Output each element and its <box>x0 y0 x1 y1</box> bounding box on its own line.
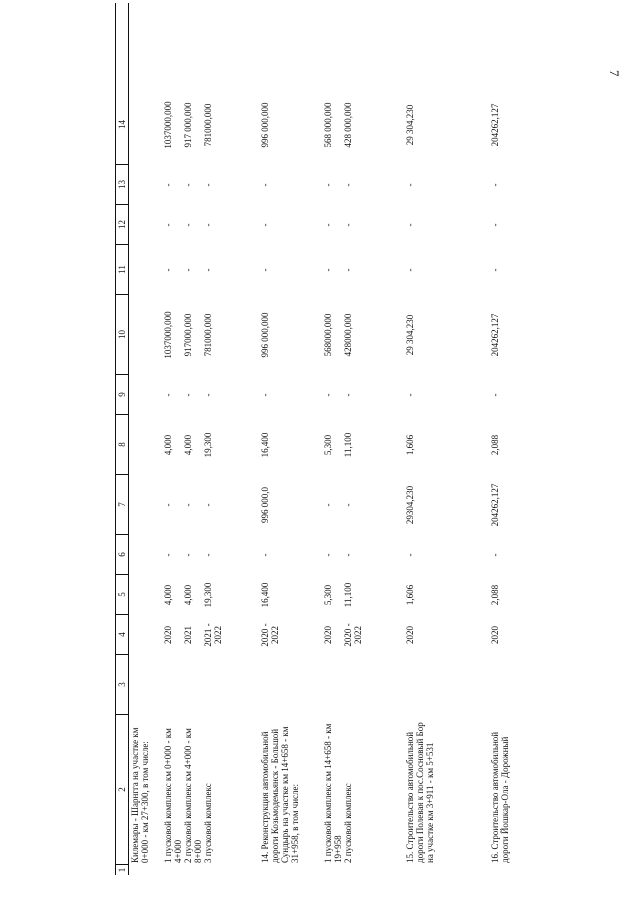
cell-c7: - <box>203 503 213 507</box>
column-header: 4 <box>116 615 128 655</box>
cell-c2: 15. Строительство автомобильной дороги Полевая к пос.Сосновый Бор на участке км 3+911 - км 5+531 <box>405 722 435 863</box>
cell-c7: - <box>343 503 353 507</box>
cell-c8: 19,300 <box>203 432 213 458</box>
cell-c5: 2,088 <box>490 584 500 606</box>
column-header: 1 <box>117 867 127 873</box>
cell-c5: 4,000 <box>183 584 193 606</box>
cell-c13: - <box>163 183 173 187</box>
cell-c4: 2020 <box>163 626 173 644</box>
cell-c7: 29304,230 <box>405 485 415 525</box>
column-header: 3 <box>116 655 128 715</box>
cell-c12: - <box>490 223 500 227</box>
cell-c10: 917000,000 <box>183 313 193 357</box>
cell-c8: 5,300 <box>323 434 333 456</box>
cell-c11: - <box>163 268 173 272</box>
cell-c9: - <box>323 393 333 397</box>
cell-c14: 428 000,000 <box>343 102 353 148</box>
cell-c12: - <box>405 223 415 227</box>
cell-c2: 16. Строительство автомобильной дороги Йошкар-Ола - Дорожный <box>490 731 510 863</box>
column-header: 7 <box>116 475 128 535</box>
cell-c8: 4,000 <box>183 434 193 456</box>
cell-c5: 11,100 <box>343 582 353 608</box>
column-header: 10 <box>116 295 128 375</box>
cell-c11: - <box>203 268 213 272</box>
cell-c6: - <box>163 553 173 557</box>
cell-c4: 2021 - 2022 <box>203 623 223 647</box>
cell-c4: 2021 <box>183 626 193 644</box>
cell-c11: - <box>343 268 353 272</box>
cell-c14: 29 304,230 <box>405 104 415 146</box>
cell-c10: 568000,000 <box>323 313 333 357</box>
cell-c13: - <box>323 183 333 187</box>
page-number: 7 <box>607 70 622 77</box>
cell-c11: - <box>405 268 415 272</box>
column-header: 13 <box>116 165 128 205</box>
cell-c6: - <box>260 553 270 557</box>
cell-c13: - <box>203 183 213 187</box>
cell-c7: 996 000,0 <box>260 487 270 523</box>
cell-c4: 2020 <box>323 626 333 644</box>
cell-c2: 14. Реконструкция автомобильной дороги Козьмодемьянск - Большой Сундырь на участке км 14+658 - км 31+958, в том числе: <box>260 726 300 863</box>
cell-c4: 2020 - 2022 <box>343 623 363 647</box>
cell-c7: - <box>183 503 193 507</box>
cell-c5: 1,606 <box>405 584 415 606</box>
cell-c6: - <box>490 553 500 557</box>
column-header: 5 <box>116 575 128 615</box>
cell-c13: - <box>260 183 270 187</box>
cell-c6: - <box>183 553 193 557</box>
cell-c9: - <box>260 393 270 397</box>
cell-c9: - <box>203 393 213 397</box>
cell-c12: - <box>203 223 213 227</box>
cell-c9: - <box>183 393 193 397</box>
cell-c5: 4,000 <box>163 584 173 606</box>
column-header: 14 <box>116 85 128 165</box>
column-header: 9 <box>116 375 128 415</box>
cell-c10: 1037000,000 <box>163 311 173 359</box>
column-header: 12 <box>116 205 128 245</box>
cell-c2: 1 пусковой комплекс км 0+000 - км 4+000 <box>163 728 183 863</box>
cell-c8: 2,088 <box>490 434 500 456</box>
cell-c6: - <box>203 553 213 557</box>
cell-c12: - <box>343 223 353 227</box>
cell-c14: 917 000,000 <box>183 102 193 148</box>
cell-c11: - <box>183 268 193 272</box>
cell-c7: - <box>163 503 173 507</box>
cell-c13: - <box>490 183 500 187</box>
column-header: 11 <box>116 245 128 295</box>
cell-c13: - <box>343 183 353 187</box>
cell-c5: 19,300 <box>203 582 213 608</box>
cell-c10: 428000,000 <box>343 313 353 357</box>
cell-c12: - <box>323 223 333 227</box>
cell-c2: 1 пусковой комплекс км 14+658 - км 19+958 <box>323 723 343 863</box>
cell-c5: 5,300 <box>323 584 333 606</box>
cell-c4: 2020 - 2022 <box>260 623 280 647</box>
cell-c4: 2020 <box>405 626 415 644</box>
cell-c4: 2020 <box>490 626 500 644</box>
cell-c14: 1037000,000 <box>163 101 173 149</box>
cell-c12: - <box>163 223 173 227</box>
cell-c11: - <box>323 268 333 272</box>
cell-c9: - <box>343 393 353 397</box>
cell-c6: - <box>405 553 415 557</box>
cell-c5: 16,400 <box>260 582 270 608</box>
cell-c14: 204262,127 <box>490 103 500 147</box>
cell-c2: 2 пусковой комплекс <box>343 783 353 863</box>
cell-c7: 204262,127 <box>490 483 500 527</box>
table-header <box>115 3 129 875</box>
cell-c8: 1,606 <box>405 434 415 456</box>
cell-c12: - <box>183 223 193 227</box>
column-header: 8 <box>116 415 128 475</box>
cell-c10: 996 000,000 <box>260 312 270 358</box>
cell-c11: - <box>260 268 270 272</box>
cell-c11: - <box>490 268 500 272</box>
cell-c8: 11,100 <box>343 432 353 458</box>
column-header: 6 <box>116 535 128 575</box>
cell-c10: 29 304,230 <box>405 314 415 356</box>
cell-c6: - <box>323 553 333 557</box>
cell-c9: - <box>163 393 173 397</box>
cell-c7: - <box>323 503 333 507</box>
rotated-table <box>115 3 625 875</box>
cell-c8: 16,400 <box>260 432 270 458</box>
cell-c8: 4,000 <box>163 434 173 456</box>
cell-c6: - <box>343 553 353 557</box>
cell-c10: 204262,127 <box>490 313 500 357</box>
cell-c12: - <box>260 223 270 227</box>
cell-c9: - <box>405 393 415 397</box>
cell-c2: 2 пусковой комплекс км 4+000 - км 8+000 <box>183 728 203 863</box>
cell-c2: 3 пусковой комплекс <box>203 783 213 863</box>
cell-c10: 781000,000 <box>203 313 213 357</box>
cell-c14: 568 000,000 <box>323 102 333 148</box>
column-header: 2 <box>116 715 128 865</box>
cell-c13: - <box>405 183 415 187</box>
cell-c2: Килемары - Шарнгга на участке км 0+000 - км 27+300, в том числе: <box>130 727 150 863</box>
cell-c13: - <box>183 183 193 187</box>
cell-c9: - <box>490 393 500 397</box>
cell-c14: 996 000,000 <box>260 102 270 148</box>
cell-c14: 781000,000 <box>203 103 213 147</box>
